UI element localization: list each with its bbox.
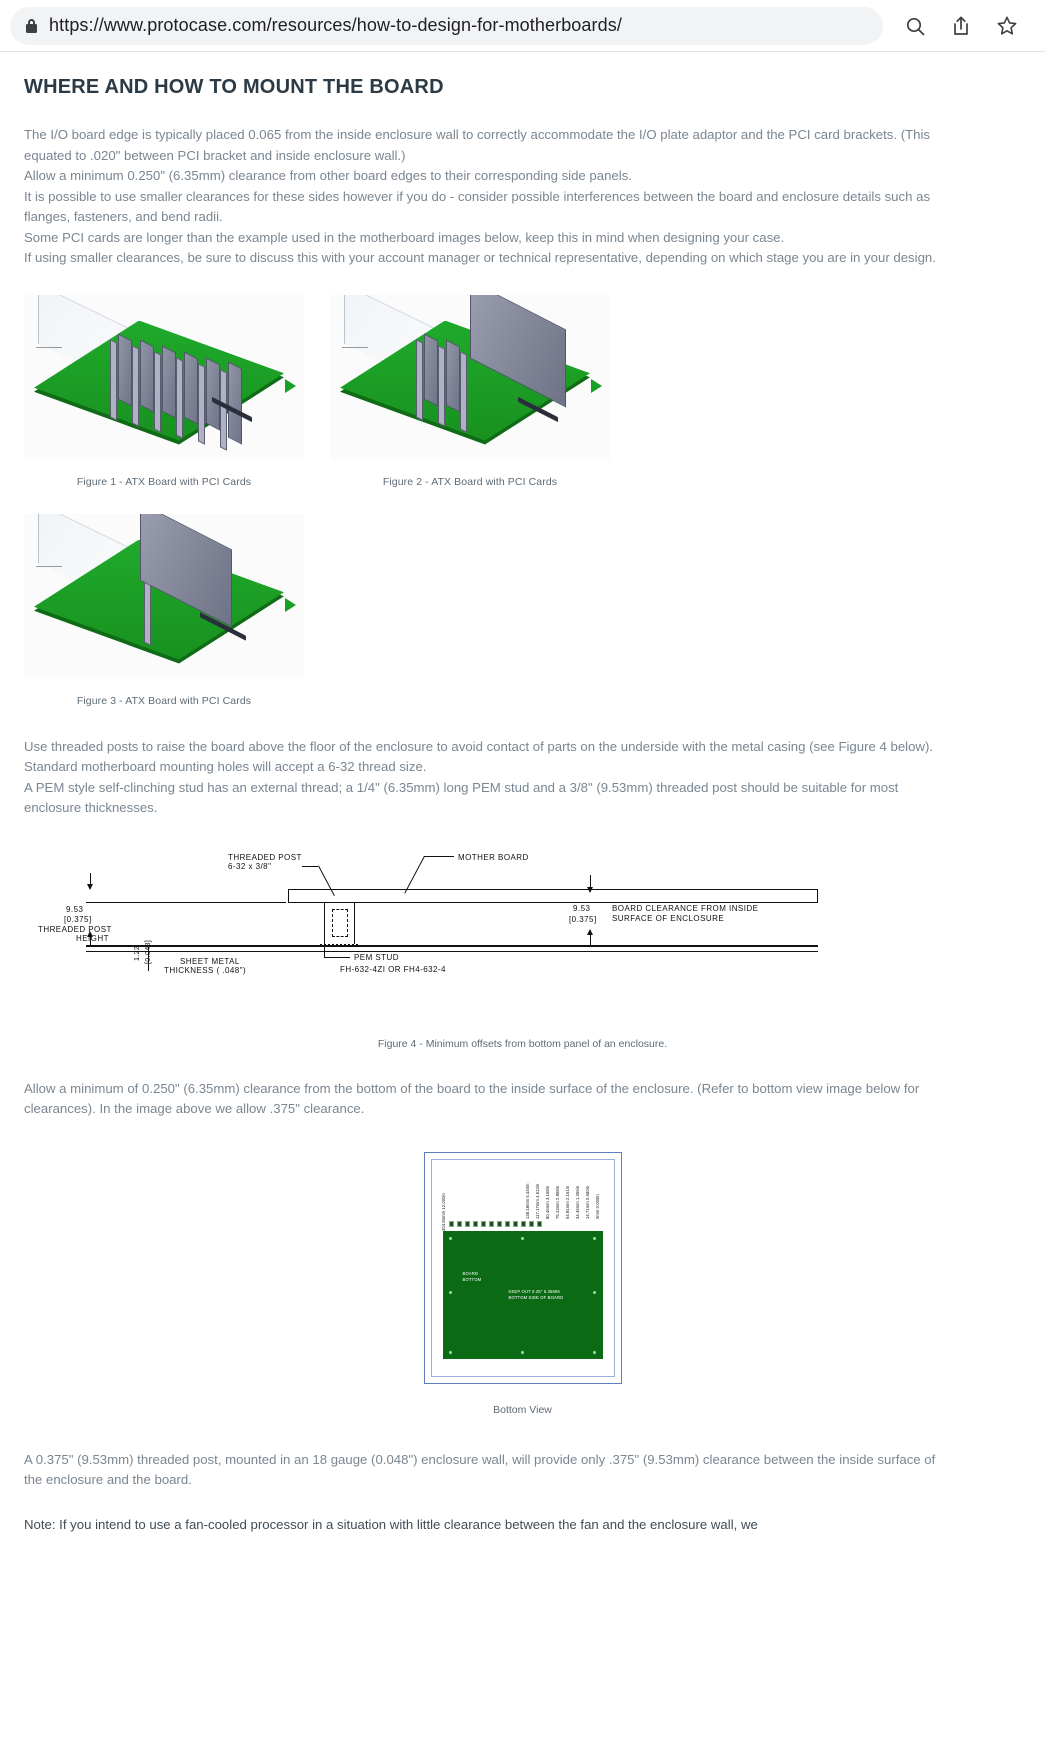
figure-1 xyxy=(24,295,304,488)
article-body xyxy=(0,52,1045,1535)
left-dim-desc-1: THREADED POST xyxy=(38,924,112,934)
toolbar-actions xyxy=(883,14,1035,38)
address-bar[interactable] xyxy=(10,7,883,45)
bottom-view-image xyxy=(424,1152,622,1384)
figure-2-caption: Figure 2 - ATX Board with PCI Cards xyxy=(382,475,558,488)
figure-row-1 xyxy=(24,295,1021,488)
bottom-view-left-dim: 304.80mm 12.000in xyxy=(440,1192,446,1231)
figure-row-2 xyxy=(24,514,1021,707)
sheet-dim-mm: 1.22 xyxy=(132,945,141,961)
lock-icon xyxy=(26,19,37,33)
intro-line-1: The I/O board edge is typically placed 0.065 from the inside enclosure wall to correctly accommodate the I/O plate adaptor and the PCI card brackets. (This equated to .020" between PCI bracket and inside enclosure wall.) xyxy=(24,127,930,163)
bottom-view-top-dim-3: 75.13mm 2.958in xyxy=(554,1185,560,1219)
right-desc-1: BOARD CLEARANCE FROM INSIDE xyxy=(612,903,759,913)
figure-2 xyxy=(330,295,610,488)
dimension-arrow-icon xyxy=(591,379,602,393)
mid-line-1: Use threaded posts to raise the board above the floor of the enclosure to avoid contact of parts on the underside with the metal casing (see Figure 4 below). xyxy=(24,738,934,754)
search-page-icon[interactable] xyxy=(903,14,927,38)
browser-toolbar xyxy=(0,0,1045,52)
left-dim-desc-2: HEIGHT xyxy=(76,933,109,943)
bottom-view-top-dim-5: 34.46mm 1.356in xyxy=(574,1185,580,1219)
bottom-view-top-dim-1: 117.17mm 4.613in xyxy=(534,1183,540,1219)
motherboard-plate xyxy=(288,889,818,903)
sheet-desc-1: SHEET METAL xyxy=(180,956,240,966)
after-figure4-text: Allow a minimum of 0.250" (6.35mm) clearance from the bottom of the board to the inside surface of the enclosure. (Refer to bottom view image below for clearances). In the image above we allow .375" clearance. xyxy=(24,1080,920,1116)
bottom-view-top-dim-2: 80.46mm 3.168in xyxy=(544,1185,550,1219)
tail-note: Note: If you intend to use a fan-cooled processor in a situation with little clearance between the fan and the enclosure wall, we xyxy=(24,1516,758,1532)
mid-line-3: A PEM style self-clinching stud has an external thread; a 1/4" (6.35mm) long PEM stud and a 3/8" (9.53mm) threaded post should be suitable for most enclosure thicknesses. xyxy=(24,779,899,815)
figure-1-image xyxy=(24,295,304,460)
pem-stud-detail xyxy=(332,909,348,937)
right-desc-2: SURFACE OF ENCLOSURE xyxy=(612,913,725,923)
enclosure-floor-top xyxy=(86,945,818,947)
io-connector-strip xyxy=(447,1221,599,1228)
label-threaded-post: THREADED POST xyxy=(228,852,302,862)
share-icon[interactable] xyxy=(949,14,973,38)
right-dim-in: [0.375] xyxy=(569,914,597,924)
figure-3 xyxy=(24,514,304,707)
intro-line-2: Allow a minimum 0.250" (6.35mm) clearance from other board edges to their corresponding side panels. xyxy=(24,168,632,183)
figure-3-caption: Figure 3 - ATX Board with PCI Cards xyxy=(76,694,252,707)
bottom-view-caption: Bottom View xyxy=(493,1403,552,1416)
url-text: https://www.protocase.com/resources/how-to-design-for-motherboards/ xyxy=(49,15,622,35)
keepout-label-1: KEEP OUT 0.25" 6.35MM xyxy=(508,1288,560,1294)
bottom-view-top-dim-7: 0mm 0.000in xyxy=(594,1193,600,1219)
bottom-view-top-dim-6: 14.71mm 0.580in xyxy=(584,1185,590,1219)
figure-4-drawing xyxy=(24,845,1021,1030)
label-mother-board: MOTHER BOARD xyxy=(458,852,529,862)
left-dim-in: [0.375] xyxy=(64,914,92,924)
tail-text xyxy=(24,1450,1021,1536)
sheet-desc-2: THICKNESS ( .048") xyxy=(164,965,247,975)
label-pem-stud: PEM STUD xyxy=(354,952,399,962)
dimension-arrow-icon xyxy=(285,598,296,612)
intro-line-4: Some PCI cards are longer than the example used in the motherboard images below, keep this in mind when designing your case. xyxy=(24,229,785,245)
label-threaded-post-spec: 6-32 x 3/8" xyxy=(228,861,272,871)
intro-line-3: It is possible to use smaller clearances for these sides however if you do - consider possible interferences between the board and enclosure details such as flanges, fasteners, and bend radii. xyxy=(24,188,931,224)
bottom-view-figure xyxy=(24,1152,1021,1416)
bottom-view-top-dim-0: 138.18mm 5.440in xyxy=(524,1182,530,1219)
figure-3-image xyxy=(24,514,304,679)
right-dim-mm: 9.53 xyxy=(573,903,591,913)
board-label-2: BOTTOM xyxy=(462,1276,482,1282)
page-title: WHERE AND HOW TO MOUNT THE BOARD xyxy=(24,76,444,98)
figure-4 xyxy=(24,845,1021,1055)
bookmark-star-icon[interactable] xyxy=(995,14,1019,38)
figure-4-caption: Figure 4 - Minimum offsets from bottom panel of an enclosure. xyxy=(377,1037,668,1050)
board-label-1: BOARD xyxy=(462,1270,479,1276)
figure-2-image xyxy=(330,295,610,460)
mid-line-2: Standard motherboard mounting holes will accept a 6-32 thread size. xyxy=(24,759,427,774)
intro-line-5: If using smaller clearances, be sure to discuss this with your account manager or technical representative, depending on which stage you are in your design. xyxy=(24,250,936,265)
sheet-dim-in: [0.048] xyxy=(143,939,152,964)
dimension-arrow-icon xyxy=(285,379,296,393)
bottom-view-top-dim-4: 54.91mm 2.161in xyxy=(564,1185,570,1219)
label-pem-part: FH-632-4ZI OR FH4-632-4 xyxy=(340,964,446,974)
left-dim-mm: 9.53 xyxy=(66,904,84,914)
keepout-label-2: BOTTOM SIDE OF BOARD xyxy=(508,1294,564,1300)
enclosure-floor-bottom xyxy=(86,951,818,952)
tail-line-1: A 0.375" (9.53mm) threaded post, mounted in an 18 gauge (0.048") enclosure wall, will provide only .375" (9.53mm) clearance between the inside surface of the enclosure and the board. xyxy=(24,1451,936,1487)
figure-1-caption: Figure 1 - ATX Board with PCI Cards xyxy=(76,475,252,488)
